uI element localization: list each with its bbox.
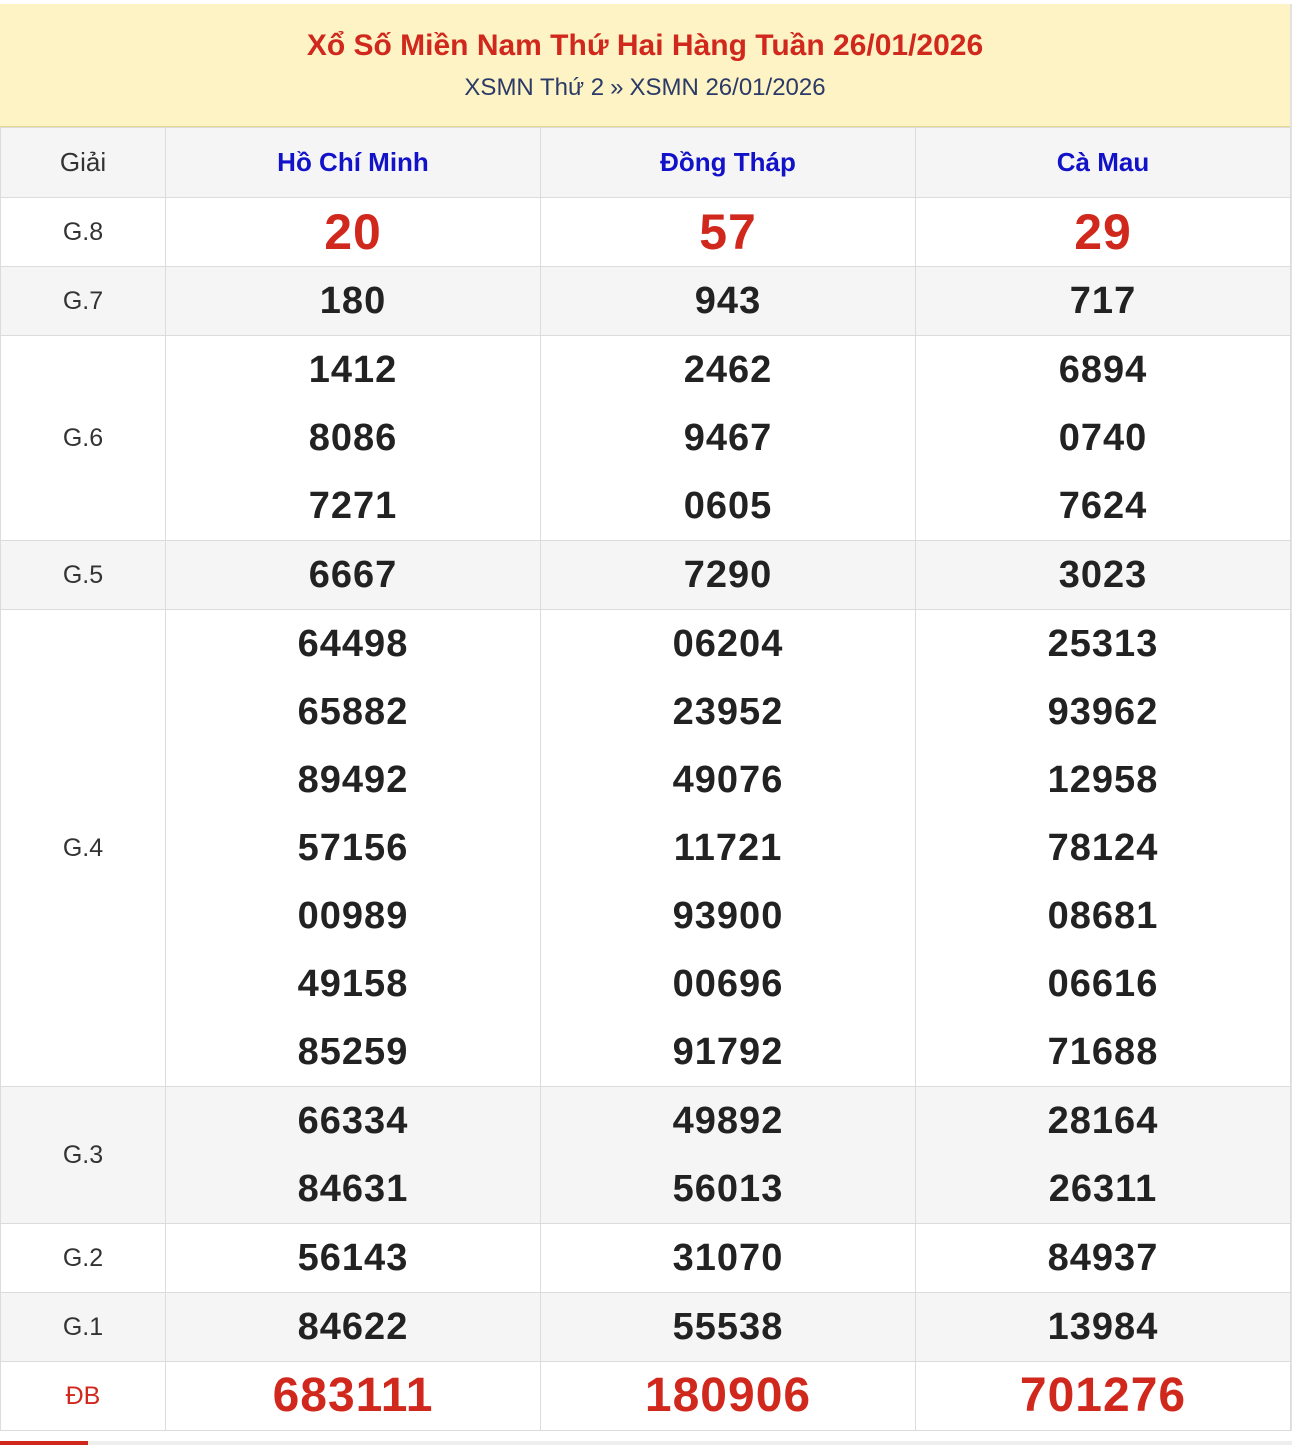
result-number: 12958 [1047, 759, 1159, 801]
result-cell [916, 1362, 1291, 1431]
result-number: 56013 [672, 1168, 784, 1210]
result-number: 57 [699, 204, 757, 260]
breadcrumb-link-weekday[interactable]: XSMN Thứ 2 [464, 74, 605, 101]
result-cell [166, 541, 541, 610]
result-number: 91792 [672, 1031, 784, 1073]
prize-row-g7 [1, 267, 1291, 336]
breadcrumb-separator: » [610, 74, 624, 101]
prize-label: G.3 [1, 1087, 166, 1224]
result-number: 943 [694, 280, 762, 322]
prize-row-g4 [1, 610, 1291, 1087]
result-cell [166, 198, 541, 267]
prize-label: G.8 [1, 198, 166, 267]
result-number: 28164 [1047, 1100, 1159, 1142]
result-cell [166, 1362, 541, 1431]
prize-label-special: ĐB [1, 1362, 166, 1431]
prize-row-special [1, 1362, 1291, 1431]
prize-label: G.2 [1, 1224, 166, 1293]
result-number: 8086 [308, 417, 398, 459]
result-number: 0740 [1058, 417, 1148, 459]
result-number: 84937 [1047, 1237, 1159, 1279]
result-number: 84631 [297, 1168, 409, 1210]
result-number: 93900 [672, 895, 784, 937]
result-number: 55538 [672, 1306, 784, 1348]
result-cell [541, 1293, 916, 1362]
result-cell [916, 1087, 1291, 1224]
result-cell [166, 267, 541, 336]
result-number: 717 [1069, 280, 1137, 322]
result-cell [916, 336, 1291, 541]
prize-row-g6 [1, 336, 1291, 541]
result-cell [916, 267, 1291, 336]
result-cell [916, 1224, 1291, 1293]
prize-row-g8 [1, 198, 1291, 267]
result-number: 08681 [1047, 895, 1159, 937]
active-tab-indicator[interactable] [0, 1441, 88, 1445]
result-number: 93962 [1047, 691, 1159, 733]
special-prize-number: 180906 [644, 1369, 812, 1422]
result-number: 3023 [1058, 554, 1148, 596]
result-cell [541, 1087, 916, 1224]
special-prize-number: 701276 [1019, 1369, 1187, 1422]
result-number: 26311 [1048, 1168, 1158, 1210]
prize-label: G.4 [1, 610, 166, 1087]
result-cell [541, 541, 916, 610]
prize-label: G.6 [1, 336, 166, 541]
result-cell [166, 336, 541, 541]
result-cell [541, 198, 916, 267]
province-header-ho-chi-minh[interactable] [166, 128, 541, 198]
result-cell [166, 1087, 541, 1224]
result-number: 13984 [1047, 1306, 1159, 1348]
result-cell [541, 336, 916, 541]
result-cell [541, 267, 916, 336]
prize-label: G.7 [1, 267, 166, 336]
prize-row-g3 [1, 1087, 1291, 1224]
result-cell [916, 541, 1291, 610]
province-header-ca-mau[interactable] [916, 128, 1291, 198]
prize-row-g5 [1, 541, 1291, 610]
result-number: 25313 [1047, 623, 1159, 665]
result-cell [166, 610, 541, 1087]
result-number: 71688 [1047, 1031, 1159, 1073]
result-number: 78124 [1047, 827, 1159, 869]
result-cell [166, 1293, 541, 1362]
result-number: 00989 [297, 895, 409, 937]
result-number: 00696 [672, 963, 784, 1005]
results-table [0, 127, 1291, 1431]
breadcrumb-link-date[interactable]: XSMN 26/01/2026 [629, 74, 826, 101]
result-number: 49892 [672, 1100, 784, 1142]
result-number: 84622 [297, 1306, 409, 1348]
result-cell [916, 198, 1291, 267]
result-cell [541, 1224, 916, 1293]
result-number: 89492 [297, 759, 409, 801]
province-name[interactable]: Đồng Tháp [660, 147, 796, 177]
result-number: 9467 [683, 417, 773, 459]
result-number: 66334 [297, 1100, 409, 1142]
result-number: 64498 [297, 623, 409, 665]
result-number: 65882 [297, 691, 409, 733]
result-number: 2462 [683, 349, 773, 391]
result-number: 7290 [683, 554, 773, 596]
result-number: 06204 [672, 623, 784, 665]
province-name[interactable]: Cà Mau [1056, 147, 1150, 177]
results-card [0, 4, 1292, 1431]
result-number: 6894 [1058, 349, 1148, 391]
result-number: 06616 [1047, 963, 1159, 1005]
result-number: 7624 [1058, 485, 1148, 527]
prize-column-header: Giải [1, 128, 166, 198]
result-number: 180 [319, 280, 387, 322]
bottom-tab-strip [0, 1441, 1292, 1445]
result-number: 56143 [297, 1237, 409, 1279]
result-number: 85259 [297, 1031, 409, 1073]
breadcrumb [0, 74, 1290, 102]
prize-row-g1 [1, 1293, 1291, 1362]
prize-row-g2 [1, 1224, 1291, 1293]
result-number: 49076 [672, 759, 784, 801]
result-number: 31070 [672, 1237, 784, 1279]
result-number: 29 [1074, 204, 1132, 260]
result-number: 7271 [308, 485, 398, 527]
result-cell [916, 1293, 1291, 1362]
result-number: 6667 [308, 554, 398, 596]
result-number: 20 [324, 204, 382, 260]
province-header-dong-thap[interactable] [541, 128, 916, 198]
special-prize-number: 683111 [272, 1369, 434, 1422]
province-name[interactable]: Hồ Chí Minh [277, 147, 429, 177]
results-header [0, 4, 1290, 127]
page-title: Xổ Số Miền Nam Thứ Hai Hàng Tuần 26/01/2026 [306, 29, 984, 62]
result-number: 0605 [683, 485, 773, 527]
result-number: 11721 [673, 827, 783, 869]
result-cell [541, 1362, 916, 1431]
result-cell [166, 1224, 541, 1293]
prize-label: G.1 [1, 1293, 166, 1362]
prize-label: G.5 [1, 541, 166, 610]
result-number: 1412 [308, 349, 398, 391]
result-number: 23952 [672, 691, 784, 733]
result-number: 49158 [297, 963, 409, 1005]
table-header-row [1, 128, 1291, 198]
result-number: 57156 [297, 827, 409, 869]
result-cell [541, 610, 916, 1087]
result-cell [916, 610, 1291, 1087]
